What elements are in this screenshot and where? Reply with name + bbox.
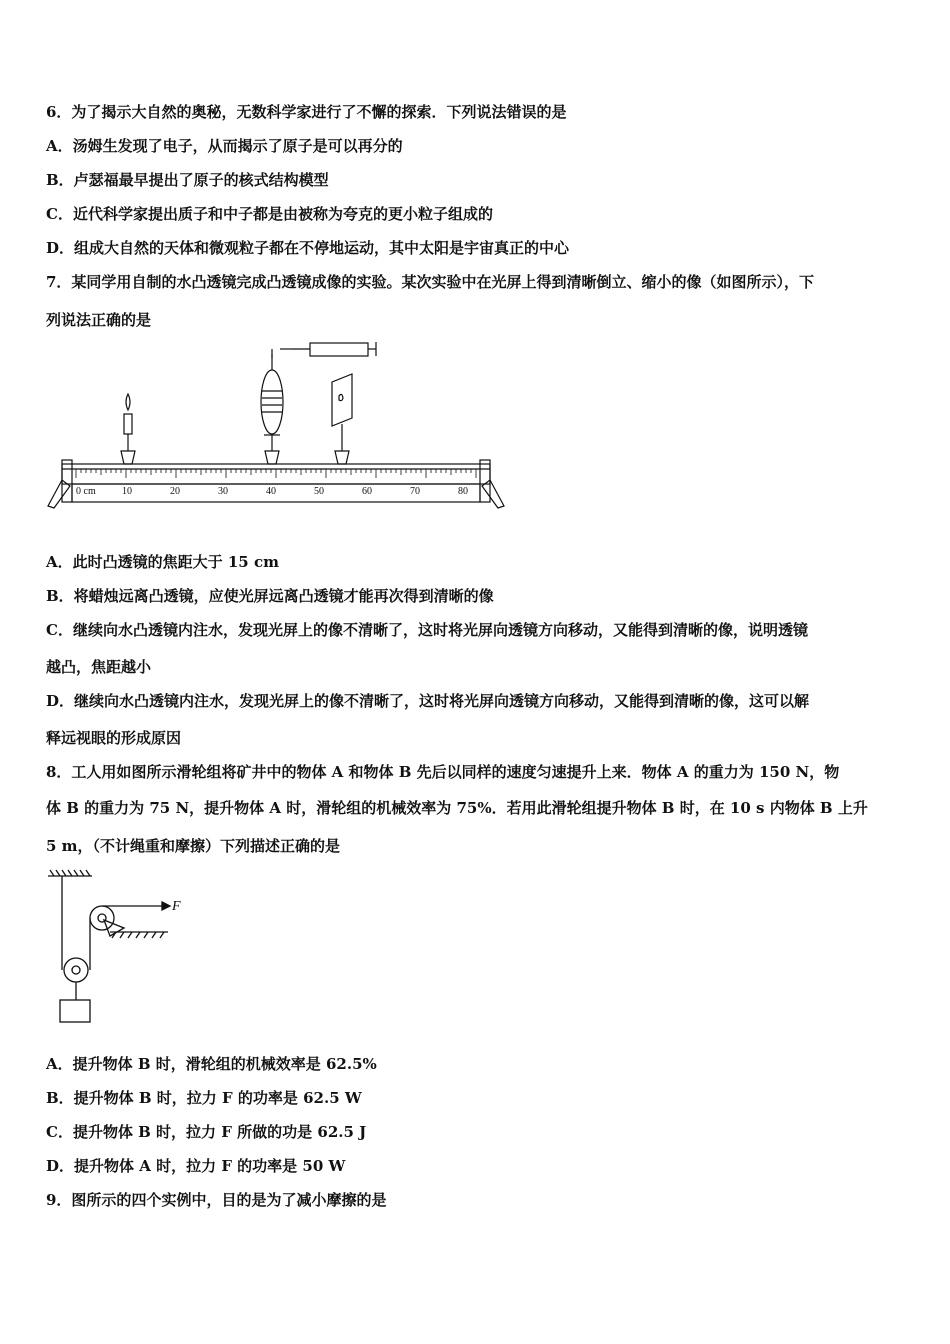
tick-label-70: 70: [410, 486, 420, 497]
fixed-pulley: [90, 906, 114, 930]
tick-label-10: 10: [122, 486, 132, 497]
q7-option-d-line2: 释远视眼的形成原因: [46, 729, 182, 747]
q8-stem-line1: 8．工人用如图所示滑轮组将矿井中的物体 A 和物体 B 先后以同样的速度匀速提升上来．物体 A 的重力为 150 N，物: [46, 763, 840, 781]
q6-option-c: C．近代科学家提出质子和中子都是由被称为夸克的更小粒子组成的: [46, 205, 493, 223]
tick-label-50: 50: [314, 486, 324, 497]
tick-label-30: 30: [218, 486, 228, 497]
tick-label-0: 0 cm: [76, 486, 96, 497]
bench-leg-left: [48, 480, 70, 508]
movable-pulley: [64, 958, 88, 982]
candle: [124, 414, 132, 434]
q8-option-b: B．提升物体 B 时，拉力 F 的功率是 62.5 W: [46, 1089, 362, 1107]
q6-option-b: B．卢瑟福最早提出了原子的核式结构模型: [46, 171, 329, 189]
q8-option-a: A．提升物体 B 时，滑轮组的机械效率是 62.5%: [46, 1055, 377, 1073]
force-label: F: [172, 899, 181, 914]
q7-option-c-line2: 越凸，焦距越小: [46, 658, 152, 676]
tick-label-40: 40: [266, 486, 276, 497]
pulley-figure: [40, 868, 200, 1028]
q6-option-d: D．组成大自然的天体和微观粒子都在不停地运动，其中太阳是宇宙真正的中心: [46, 239, 570, 257]
q8-stem-line3: 5 m，（不计绳重和摩擦）下列描述正确的是: [46, 837, 341, 855]
q6-stem: 6．为了揭示大自然的奥秘，无数科学家进行了不懈的探索．下列说法错误的是: [46, 103, 567, 121]
optical-bench-figure: [40, 336, 510, 521]
q8-stem-line2: 体 B 的重力为 75 N，提升物体 A 时，滑轮组的机械效率为 75%．若用此滑轮组提升物体 B 时，在 10 s 内物体 B 上升: [46, 799, 868, 817]
q7-option-a: A．此时凸透镜的焦距大于 15 cm: [46, 553, 279, 571]
q7-stem-line2: 列说法正确的是: [46, 311, 152, 329]
load-block: [60, 1000, 90, 1022]
tick-label-80: 80: [458, 486, 468, 497]
water-lens: [261, 370, 283, 434]
q6-option-a: A．汤姆生发现了电子，从而揭示了原子是可以再分的: [46, 137, 403, 155]
q7-option-d-line1: D．继续向水凸透镜内注水，发现光屏上的像不清晰了，这时将光屏向透镜方向移动，又能得到清晰的像，这可以解: [46, 692, 810, 710]
q7-stem-line1: 7．某同学用自制的水凸透镜完成凸透镜成像的实验。某次实验中在光屏上得到清晰倒立、缩小的像（如图所示），下: [46, 273, 814, 291]
tick-label-60: 60: [362, 486, 372, 497]
q7-option-b: B．将蜡烛远离凸透镜，应使光屏远离凸透镜才能再次得到清晰的像: [46, 587, 494, 605]
q7-option-c-line1: C．继续向水凸透镜内注水，发现光屏上的像不清晰了，这时将光屏向透镜方向移动，又能得到清晰的像，说明透镜: [46, 621, 808, 639]
q8-option-c: C．提升物体 B 时，拉力 F 所做的功是 62.5 J: [46, 1123, 367, 1141]
tick-label-20: 20: [170, 486, 180, 497]
q8-option-d: D．提升物体 A 时，拉力 F 的功率是 50 W: [46, 1157, 346, 1175]
syringe-barrel: [310, 343, 368, 356]
q9-stem: 9．图所示的四个实例中，目的是为了减小摩擦的是: [46, 1191, 387, 1209]
candle-flame: [126, 394, 130, 410]
bench-leg-right: [482, 480, 504, 508]
